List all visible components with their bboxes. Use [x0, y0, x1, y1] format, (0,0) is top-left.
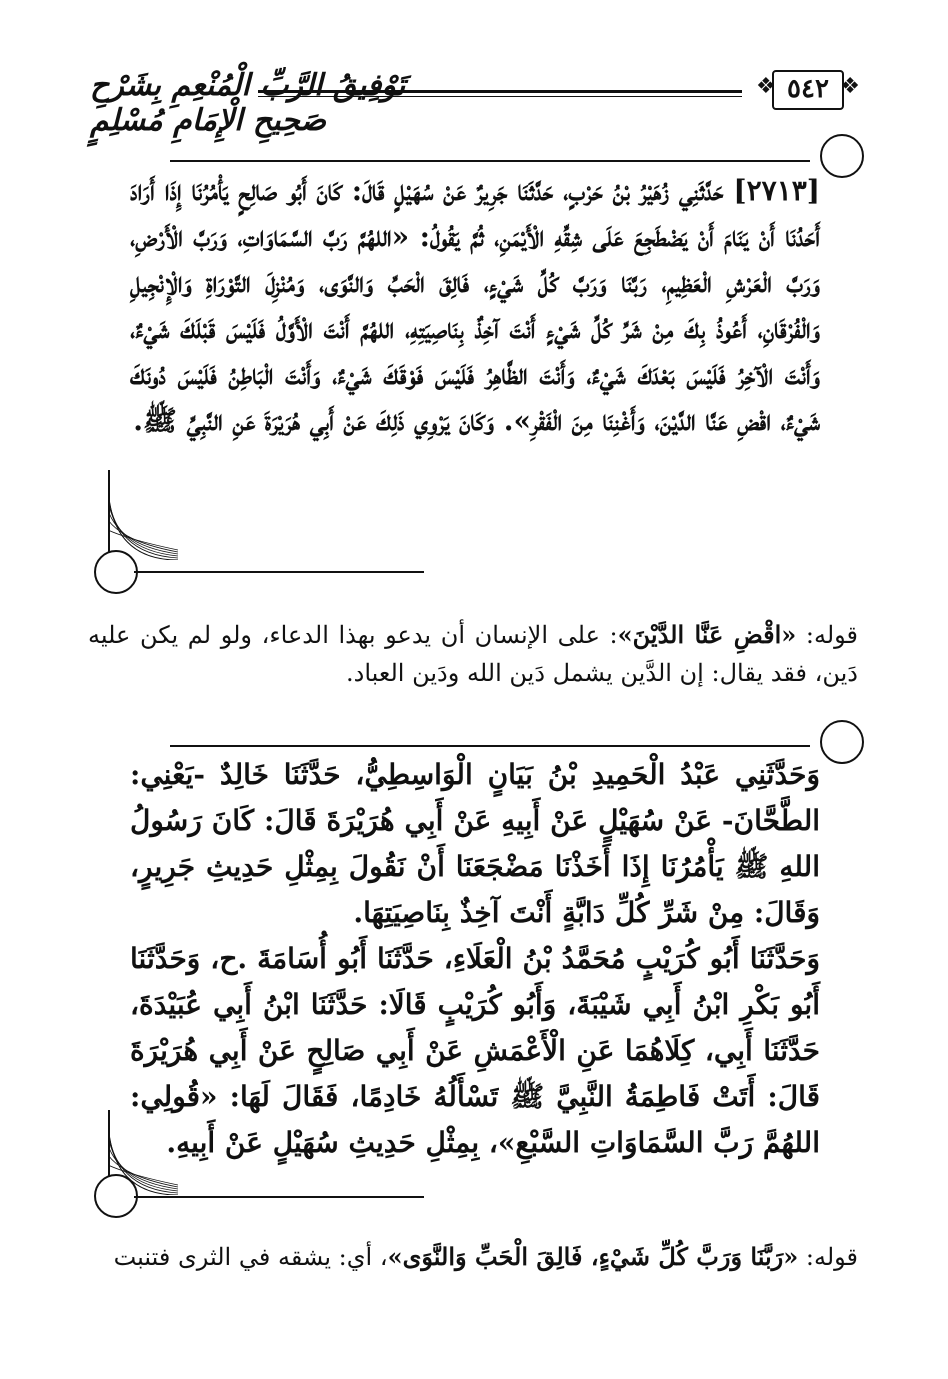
frame-2-corner-bottom-left [94, 1174, 138, 1218]
frame-2-corner-top-right [820, 720, 864, 764]
commentary-1-text: : على الإنسان أن يدعو بهذا الدعاء، ولو لم يكن عليه دَين، فقد يقال: إن الدَّين يشمل دَين الله ودَين العباد. [88, 621, 858, 687]
commentary-1-prefix: قوله: [796, 621, 859, 649]
ornament-right-icon: ❖ [840, 74, 860, 99]
frame-2-bottom-rule [134, 1196, 424, 1198]
ornament-left-icon: ❖ [756, 74, 776, 99]
hadith-2-para-1: وَحَدَّثَنِي عَبْدُ الْحَمِيدِ بْنُ بَيَانٍ الْوَاسِطِيُّ، حَدَّثَنَا خَالِدٌ -يَعْنِي: الطَّحَّانَ- عَنْ سُهَيْلٍ عَنْ أَبِيهِ عَنْ أَبِي هُرَيْرَةَ قَالَ: كَانَ رَسُولُ اللهِ ﷺ يَأْمُرُنَا إِذَا أَخَذْنَا مَضْجَعَنَا أَنْ نَقُولَ بِمِثْلِ حَدِيثِ جَرِيرٍ، وَقَالَ: مِنْ شَرِّ كُلِّ دَابَّةٍ أَنْتَ آخِذٌ بِنَاصِيَتِهَا. [130, 758, 820, 929]
frame-top-rule [170, 160, 810, 162]
page-header [90, 58, 860, 138]
commentary-1-quote: «اقْضِ عَنَّا الدَّيْنَ» [617, 620, 797, 649]
commentary-2-text: ، أي: يشقه في الثرى فتنبت [113, 1243, 388, 1271]
frame-corner-bottom-left [94, 550, 138, 594]
header-rule [258, 90, 742, 93]
hadith-1-text [130, 168, 820, 444]
commentary-2 [88, 1238, 858, 1276]
page-number: ٥٤٢ [787, 74, 829, 104]
hadith-1-body: حَدَّثَنِي زُهَيْرُ بْنُ حَرْبٍ، حَدَّثَنَا جَرِيرٌ عَنْ سُهَيْلٍ قَالَ: كَانَ أَبُو صَالِحٍ يَأْمُرُنَا إِذَا أَرَادَ أَحَدُنَا أَنْ يَنَامَ أَنْ يَضْطَجِعَ عَلَى شِقِّهِ الْأَيْمَنِ، ثُمَّ يَقُولُ: «اللهُمَّ رَبَّ السَّمَاوَاتِ، وَرَبَّ الْأَرْضِ، وَرَبَّ الْعَرْشِ الْعَظِيمِ، رَبَّنَا وَرَبَّ كُلِّ شَيْءٍ، فَالِقَ الْحَبِّ وَالنَّوَى، وَمُنْزِلَ التَّوْرَاةِ وَالْإِنْجِيلِ وَالْفُرْقَانِ، أَعُوذُ بِكَ مِنْ شَرِّ كُلِّ شَيْءٍ أَنْتَ آخِذٌ بِنَاصِيَتِهِ، اللهُمَّ أَنْتَ الْأَوَّلُ فَلَيْسَ قَبْلَكَ شَيْءٌ، وَأَنْتَ الْآخِرُ فَلَيْسَ بَعْدَكَ شَيْءٌ، وَأَنْتَ الظَّاهِرُ فَلَيْسَ فَوْقَكَ شَيْءٌ، وَأَنْتَ الْبَاطِنُ فَلَيْسَ دُونَكَ شَيْءٌ، اقْضِ عَنَّا الدَّيْنَ، وَأَغْنِنَا مِنَ الْفَقْرِ». وَكَانَ يَرْوِي ذَلِكَ عَنْ أَبِي هُرَيْرَةَ عَنِ النَّبِيِّ ﷺ. [130, 174, 820, 437]
hadith-2-para-2: وَحَدَّثَنَا أَبُو كُرَيْبٍ مُحَمَّدُ بْنُ الْعَلَاءِ، حَدَّثَنَا أَبُو أُسَامَةَ .ح، وَحَدَّثَنَا أَبُو بَكْرِ ابْنُ أَبِي شَيْبَةَ، وَأَبُو كُرَيْبٍ قَالَا: حَدَّثَنَا ابْنُ أَبِي عُبَيْدَةَ، حَدَّثَنَا أَبِي، كِلَاهُمَا عَنِ الْأَعْمَشِ عَنْ أَبِي صَالِحٍ عَنْ أَبِي هُرَيْرَةَ قَالَ: أَتَتْ فَاطِمَةُ النَّبِيَّ ﷺ تَسْأَلُهُ خَادِمًا، فَقَالَ لَهَا: «قُولِي: اللهُمَّ رَبَّ السَّمَاوَاتِ السَّبْعِ»، بِمِثْلِ حَدِيثِ سُهَيْلٍ عَنْ أَبِيهِ. [130, 942, 820, 1159]
hadith-block-2 [130, 752, 820, 1166]
commentary-2-quote: «رَبَّنَا وَرَبَّ كُلِّ شَيْءٍ، فَالِقَ الْحَبِّ وَالنَّوَى» [387, 1242, 799, 1271]
page-number-badge [756, 62, 860, 118]
book-title: تَوْفِيقُ الرَّبِّ الْمُنْعِمِ بِشَرْحِ صَحِيحِ الْإِمَامِ مُسْلِمٍ [90, 68, 406, 138]
hadith-block-1 [130, 168, 820, 444]
frame-corner-top-right [820, 134, 864, 178]
corner-fan-ornament [108, 480, 178, 560]
commentary-2-prefix: قوله: [798, 1243, 858, 1271]
hadith-number: [٢٧١٣] [733, 174, 821, 207]
frame-2-top-rule [170, 745, 810, 747]
frame-bottom-rule [134, 571, 424, 573]
header-rule-thin [258, 96, 742, 97]
commentary-1 [88, 616, 858, 692]
